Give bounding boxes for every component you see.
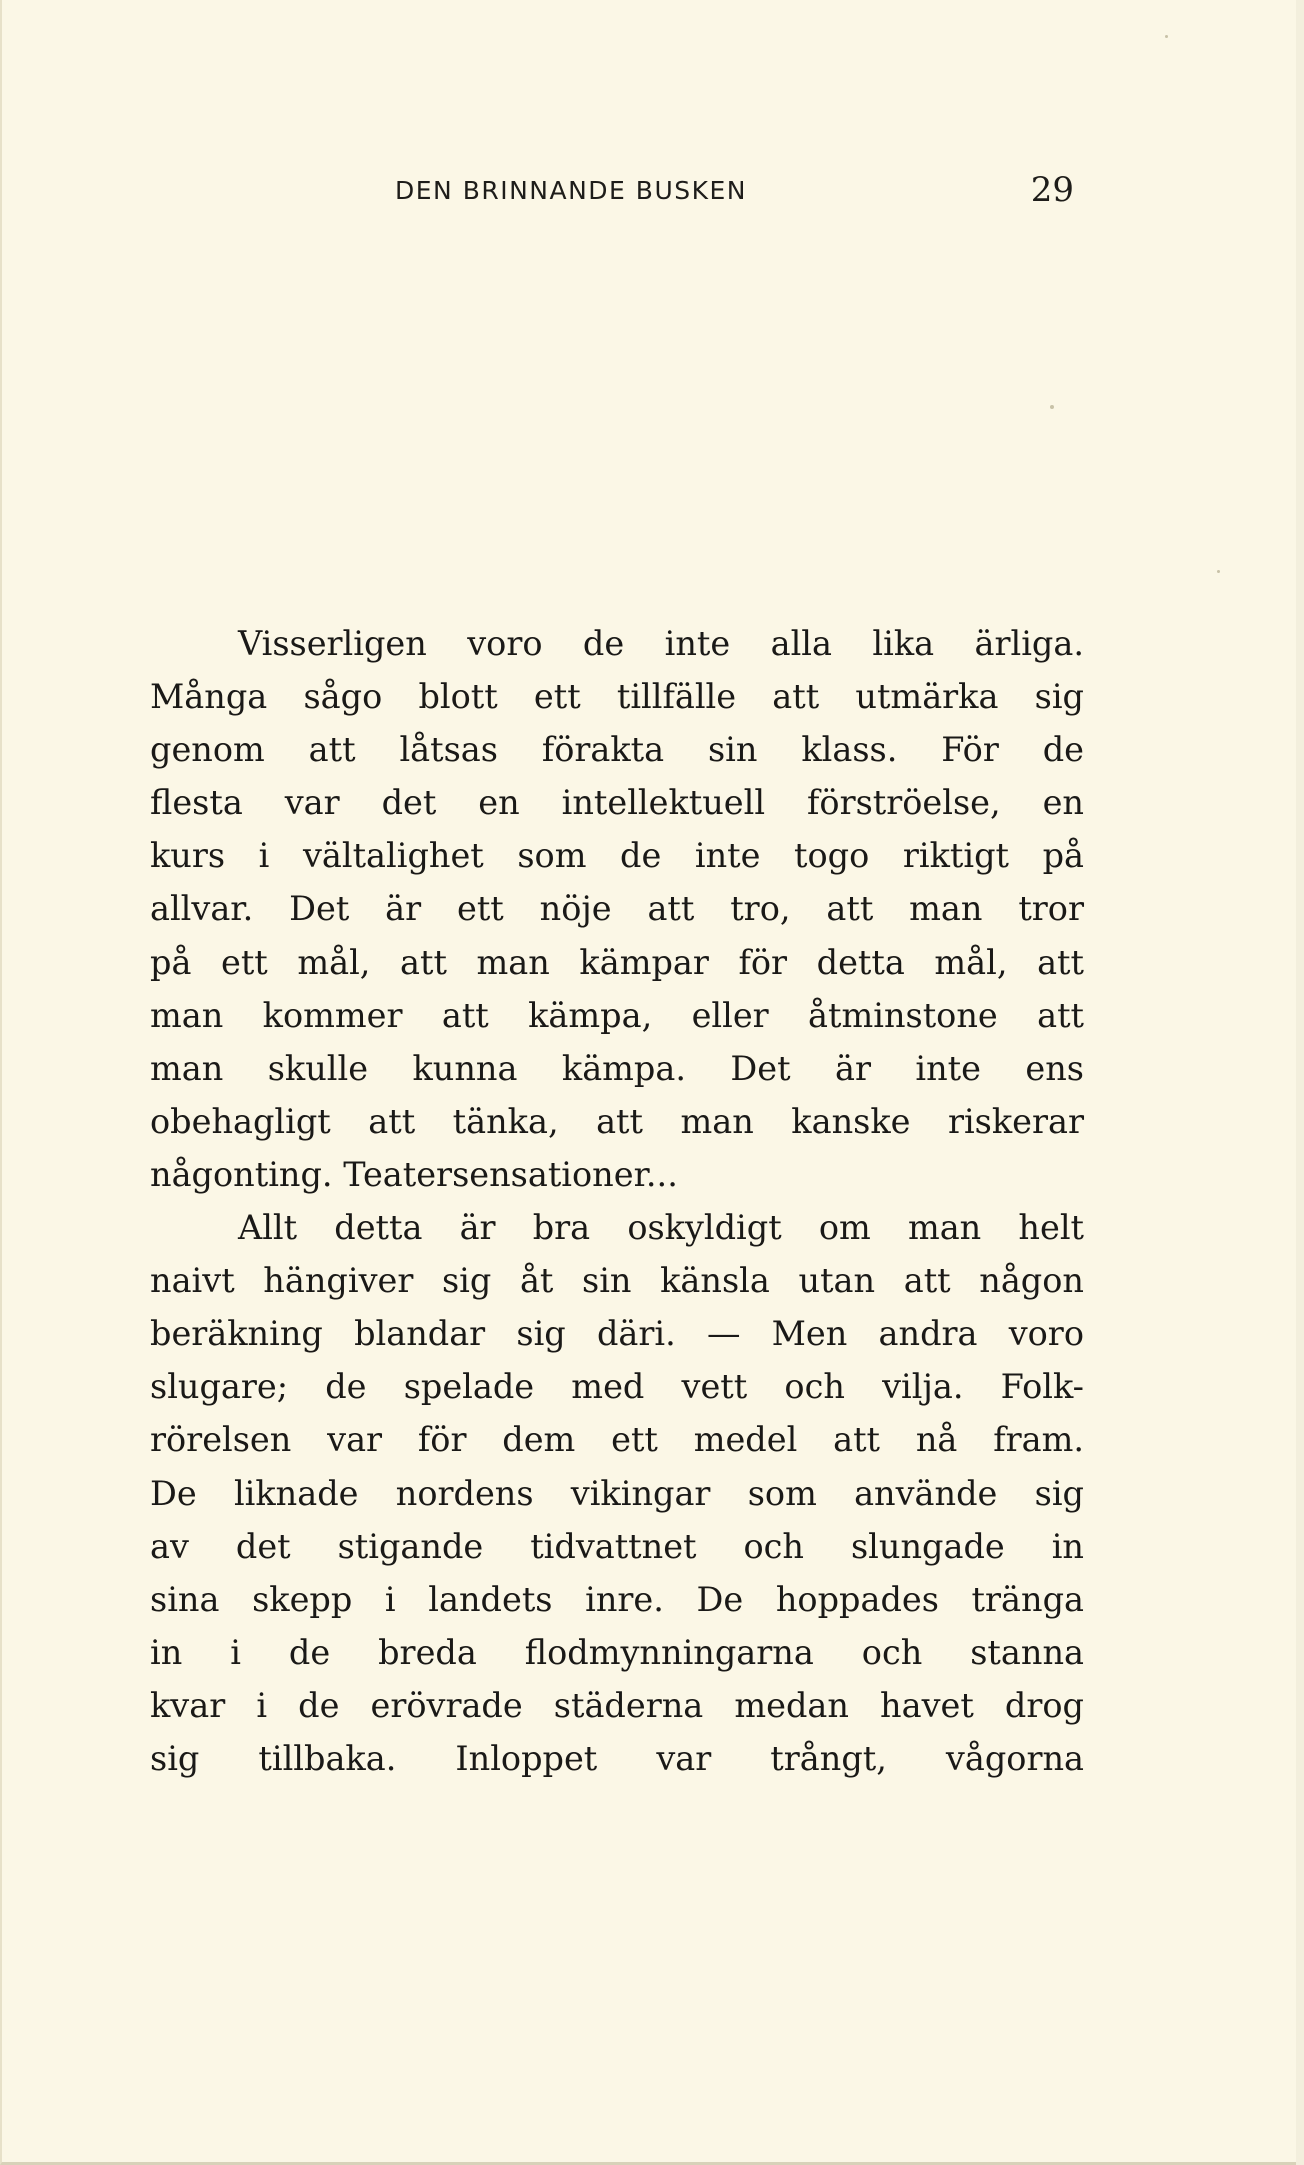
text-line: De liknade nordens vikingar som använde sig xyxy=(150,1473,1084,1513)
text-line: in i de breda flodmynningarna och stanna xyxy=(150,1632,1084,1672)
paragraph xyxy=(150,1201,1084,1785)
running-head: DEN BRINNANDE BUSKEN xyxy=(395,176,747,205)
text-line: sig tillbaka. Inloppet var trångt, vågorna xyxy=(150,1738,1084,1778)
body-text xyxy=(150,617,1084,1785)
text-line: kurs i vältalighet som de inte togo riktigt på xyxy=(150,836,1084,876)
text-line: man skulle kunna kämpa. Det är inte ens xyxy=(150,1048,1084,1088)
text-line: på ett mål, att man kämpar för detta mål, att xyxy=(150,942,1084,982)
page-header xyxy=(150,170,1082,220)
text-line: av det stigande tidvattnet och slungade in xyxy=(150,1526,1084,1566)
text-line: Visserligen voro de inte alla lika ärliga. xyxy=(238,624,1084,663)
text-line: någonting. Teatersensationer... xyxy=(150,1154,678,1194)
text-line: rörelsen var för dem ett medel att nå fram. xyxy=(150,1420,1084,1460)
text-line: obehagligt att tänka, att man kanske riskerar xyxy=(150,1101,1084,1141)
paper-speck xyxy=(1165,35,1168,38)
text-line: sina skepp i landets inre. De hoppades tränga xyxy=(150,1579,1084,1619)
text-line: genom att låtsas förakta sin klass. För de xyxy=(150,730,1084,770)
page-number: 29 xyxy=(1030,170,1074,210)
text-line: beräkning blandar sig däri. — Men andra voro xyxy=(150,1314,1084,1354)
text-line: naivt hängiver sig åt sin känsla utan att någon xyxy=(150,1261,1084,1301)
paragraph xyxy=(150,617,1084,1201)
text-line: Allt detta är bra oskyldigt om man helt xyxy=(238,1208,1084,1248)
page-edge-shadow xyxy=(1296,0,1304,2165)
text-line: kvar i de erövrade städerna medan havet drog xyxy=(150,1685,1084,1725)
paper-speck xyxy=(1050,405,1054,409)
text-line: Många sågo blott ett tillfälle att utmärka sig xyxy=(150,677,1084,717)
paper-speck xyxy=(1217,570,1220,573)
text-line: flesta var det en intellektuell förströelse, en xyxy=(150,783,1084,823)
text-line: slugare; de spelade med vett och vilja. Folk- xyxy=(150,1367,1084,1407)
text-line: man kommer att kämpa, eller åtminstone att xyxy=(150,995,1084,1035)
text-line: allvar. Det är ett nöje att tro, att man tror xyxy=(150,889,1084,929)
